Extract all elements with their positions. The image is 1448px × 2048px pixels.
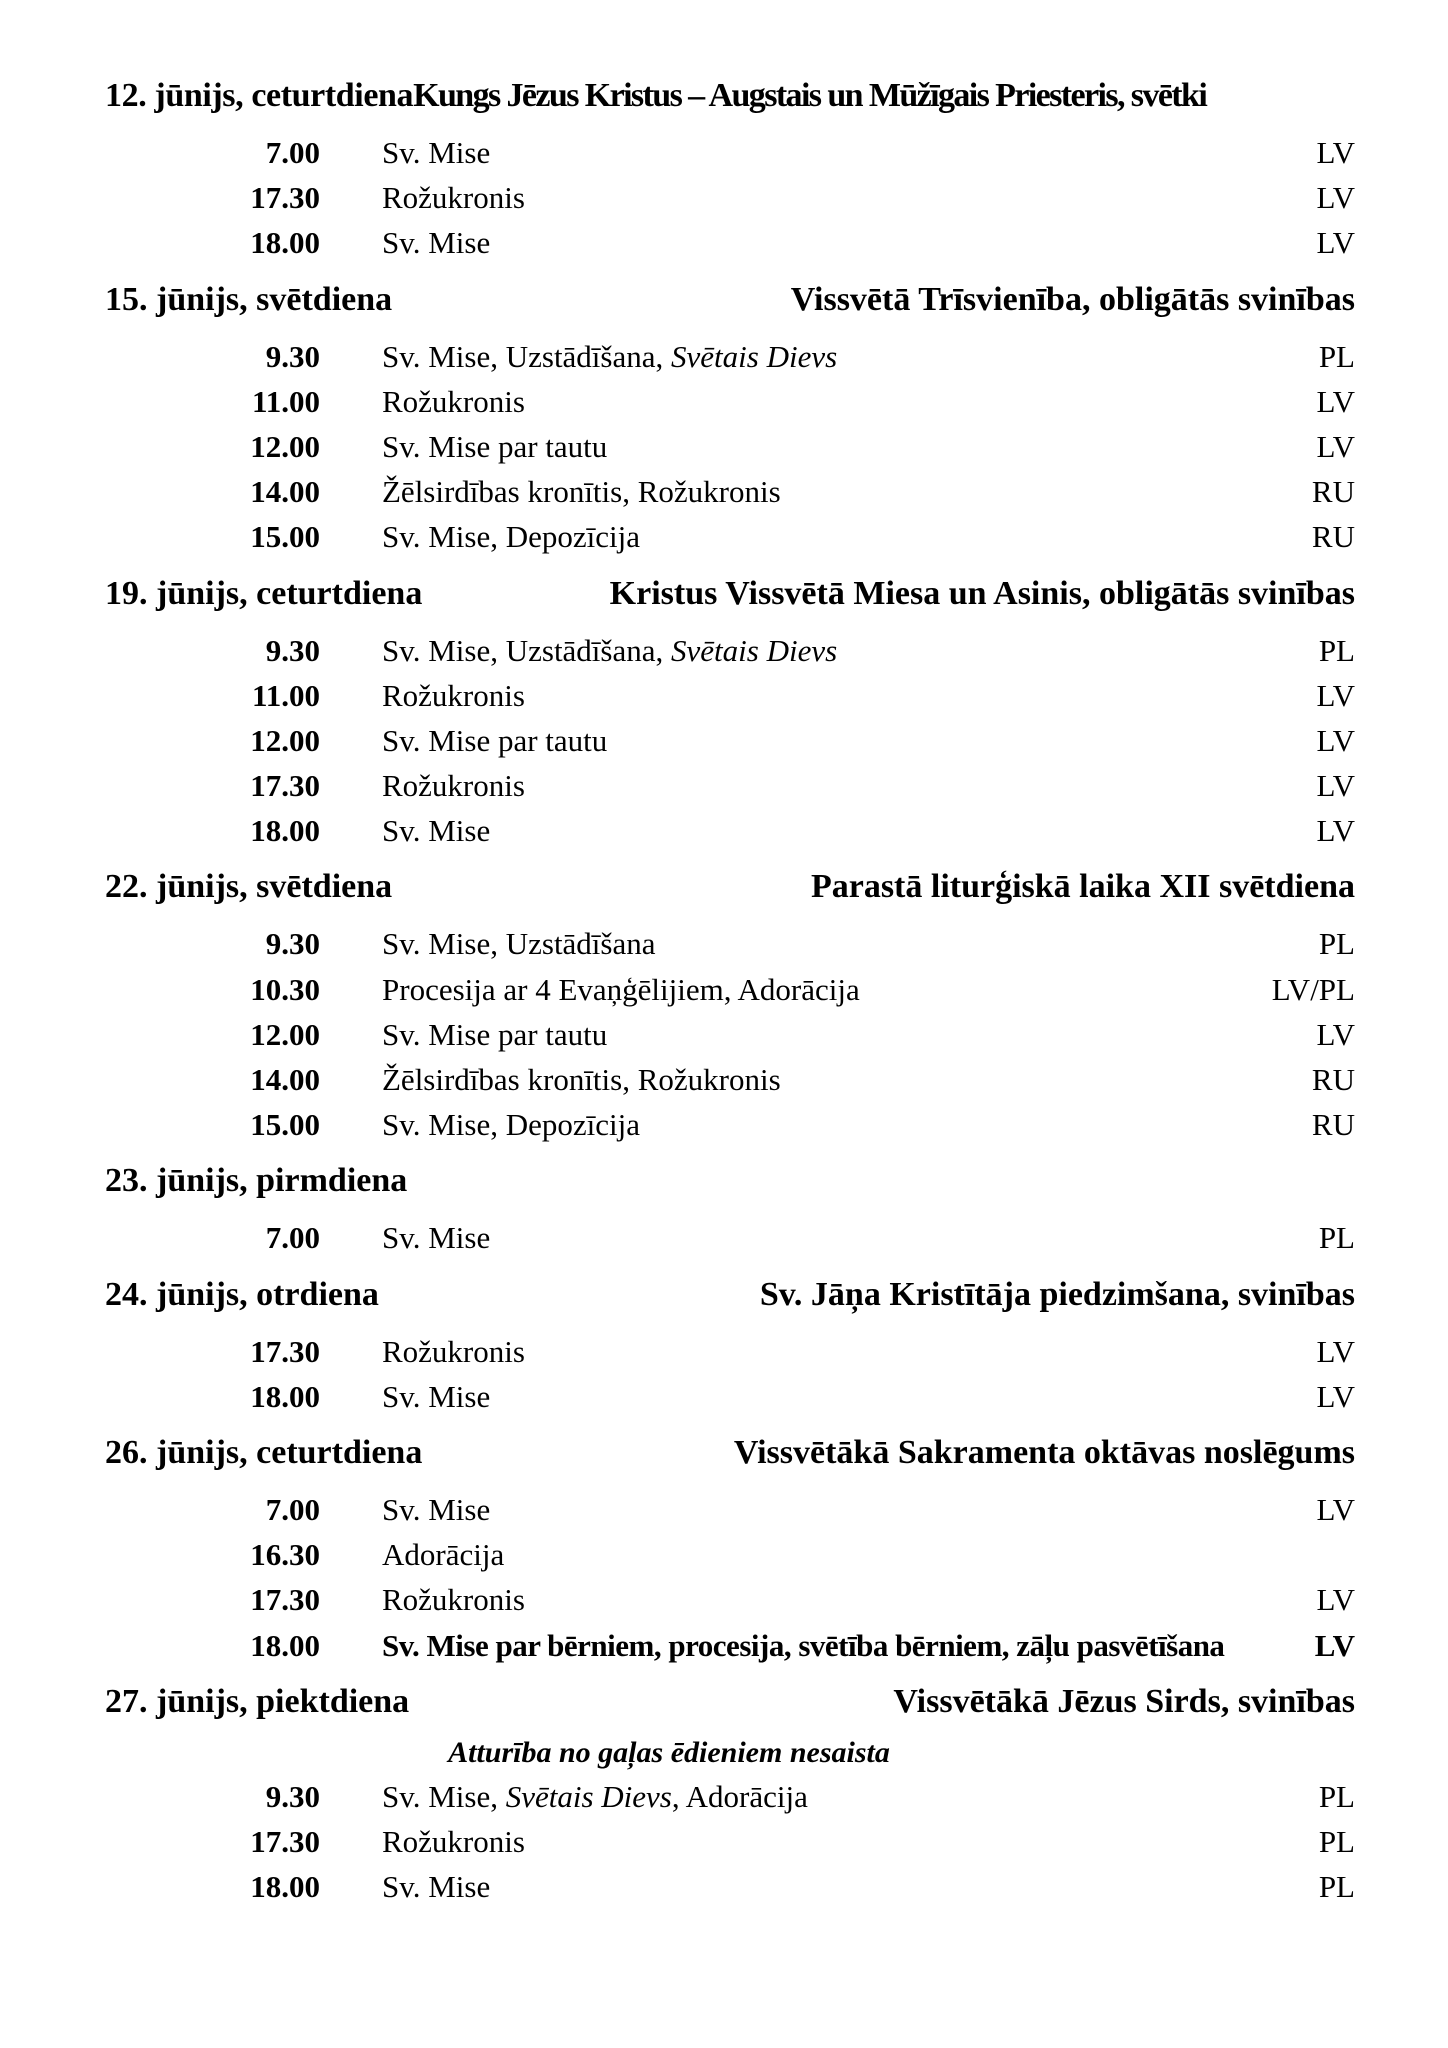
event-time: 18.00 xyxy=(250,813,320,849)
event-row xyxy=(0,628,1448,673)
event-description-text: Sv. Mise, Uzstādīšana, xyxy=(382,338,672,374)
event-time: 12.00 xyxy=(250,1016,320,1052)
day-heading xyxy=(105,1423,1355,1483)
event-row xyxy=(0,967,1448,1012)
event-time: 7.00 xyxy=(265,135,320,170)
feast-title: Vissvētā Trīsvienība, obligātās svinības xyxy=(790,280,1355,318)
event-time: 9.30 xyxy=(265,632,320,668)
event-description-text: Rožukronis xyxy=(382,1582,525,1618)
day-section xyxy=(0,1151,1448,1264)
event-description xyxy=(382,808,490,853)
event-description-text: Sv. Mise xyxy=(382,813,491,849)
event-time: 18.00 xyxy=(250,1378,320,1414)
event-description xyxy=(382,379,525,424)
event-description-text: Rožukronis xyxy=(382,768,525,804)
event-description-text: Sv. Mise, Uzstādīšana xyxy=(382,926,656,962)
event-language: RU xyxy=(1311,519,1355,555)
event-row xyxy=(0,1577,1448,1622)
event-row xyxy=(0,1057,1448,1102)
day-heading xyxy=(105,66,1355,126)
event-language: LV xyxy=(1316,1016,1355,1052)
event-time: 9.30 xyxy=(265,1778,320,1814)
event-description xyxy=(382,628,837,673)
event-description-text: Procesija ar 4 Evaņģēlijiem, Adorācija xyxy=(382,971,860,1007)
day-section xyxy=(0,66,1448,270)
event-language: LV xyxy=(1316,180,1355,216)
day-heading xyxy=(105,1151,1355,1211)
event-description-text: Rožukronis xyxy=(382,677,525,713)
event-row xyxy=(0,1623,1448,1668)
event-language: PL xyxy=(1318,1869,1355,1905)
event-time: 16.30 xyxy=(250,1537,320,1573)
event-description xyxy=(382,763,525,808)
event-description xyxy=(382,469,781,514)
event-row xyxy=(0,718,1448,763)
event-row xyxy=(0,469,1448,514)
event-description xyxy=(382,921,656,966)
feast-title: Sv. Jāņa Kristītāja piedzimšana, svinības xyxy=(759,1275,1355,1313)
event-time: 17.30 xyxy=(250,768,320,804)
day-heading xyxy=(105,1265,1355,1325)
feast-title: Vissvētākā Sakramenta oktāvas noslēgums xyxy=(733,1433,1355,1471)
event-language: LV xyxy=(1316,1491,1355,1527)
event-time: 10.30 xyxy=(250,971,320,1007)
event-language: LV xyxy=(1316,383,1355,419)
event-time: 12.00 xyxy=(250,428,320,464)
event-row xyxy=(0,1012,1448,1057)
event-language: LV xyxy=(1316,813,1355,849)
event-row xyxy=(0,921,1448,966)
event-description-text: Sv. Mise xyxy=(382,1378,491,1414)
event-time: 7.00 xyxy=(265,1220,320,1256)
event-row xyxy=(0,1819,1448,1864)
event-description xyxy=(382,1057,781,1102)
event-time: 9.30 xyxy=(265,926,320,962)
event-time: 14.00 xyxy=(250,1062,320,1097)
event-description xyxy=(382,1623,1224,1668)
event-description xyxy=(382,967,860,1012)
event-description-text: Žēlsirdības kronītis, Rožukronis xyxy=(382,1062,781,1097)
event-language: LV/PL xyxy=(1271,971,1355,1007)
event-language: PL xyxy=(1318,1220,1355,1256)
day-heading xyxy=(105,1672,1355,1732)
event-language: LV xyxy=(1316,135,1355,170)
event-language: LV xyxy=(1316,1333,1355,1369)
event-row xyxy=(0,130,1448,175)
event-description-text: Sv. Mise par tautu xyxy=(382,1016,608,1052)
day-date: 27. jūnijs, piektdiena xyxy=(105,1682,410,1720)
event-row xyxy=(0,808,1448,853)
event-description-text: Sv. Mise xyxy=(382,225,491,261)
event-description xyxy=(382,1215,490,1260)
event-description xyxy=(382,1374,490,1419)
feast-title: Kungs Jēzus Kristus – Augstais un Mūžīgais Priesteris, svētki xyxy=(413,77,1207,114)
feast-title: Parastā liturģiskā laika XII svētdiena xyxy=(810,868,1355,906)
day-date: 12. jūnijs, ceturtdiena xyxy=(105,77,414,114)
event-row xyxy=(0,175,1448,220)
event-description xyxy=(382,1329,525,1374)
day-section xyxy=(0,1265,1448,1423)
event-description xyxy=(382,334,837,379)
event-row xyxy=(0,1487,1448,1532)
event-description xyxy=(382,1102,640,1147)
event-description xyxy=(382,220,490,265)
event-row xyxy=(0,1102,1448,1147)
event-description-text: Adorācija xyxy=(382,1537,505,1573)
event-language: PL xyxy=(1318,632,1355,668)
event-description xyxy=(382,1487,490,1532)
event-language: RU xyxy=(1311,1062,1355,1097)
event-description-italic: Svētais Dievs xyxy=(671,632,838,668)
day-section xyxy=(0,857,1448,1151)
event-description xyxy=(382,175,525,220)
event-time: 15.00 xyxy=(250,1107,320,1143)
event-description-text: Sv. Mise, Depozīcija xyxy=(382,1107,640,1143)
event-row xyxy=(0,1329,1448,1374)
event-description xyxy=(382,514,640,559)
event-language: LV xyxy=(1314,1627,1355,1663)
event-row xyxy=(0,1774,1448,1819)
event-language: LV xyxy=(1316,225,1355,261)
event-row xyxy=(0,379,1448,424)
event-language: PL xyxy=(1318,338,1355,374)
event-row xyxy=(0,220,1448,265)
event-language: PL xyxy=(1318,1823,1355,1859)
event-description xyxy=(382,1774,808,1819)
event-time: 18.00 xyxy=(250,1869,320,1905)
event-description xyxy=(382,673,525,718)
event-language: PL xyxy=(1318,1778,1355,1814)
event-time: 17.30 xyxy=(250,1333,320,1369)
event-description xyxy=(382,130,490,175)
event-language: LV xyxy=(1316,768,1355,804)
feast-title: Kristus Vissvētā Miesa un Asinis, obligātās svinības xyxy=(609,574,1355,612)
event-description-text: Sv. Mise xyxy=(382,1220,491,1256)
day-heading xyxy=(105,564,1355,624)
event-description-text: Žēlsirdības kronītis, Rožukronis xyxy=(382,474,781,510)
event-description-italic: Svētais Dievs xyxy=(505,1778,672,1814)
event-description-text: Sv. Mise par tautu xyxy=(382,428,608,464)
event-description xyxy=(382,1819,525,1864)
event-language: PL xyxy=(1318,926,1355,962)
event-description-text: Sv. Mise xyxy=(382,1491,491,1527)
event-language: LV xyxy=(1316,1378,1355,1414)
event-time: 18.00 xyxy=(250,225,320,261)
spacer xyxy=(0,1909,1448,1913)
event-row xyxy=(0,1864,1448,1909)
event-time: 15.00 xyxy=(250,519,320,555)
day-date: 22. jūnijs, svētdiena xyxy=(105,868,393,906)
event-row xyxy=(0,763,1448,808)
event-description-text: Sv. Mise xyxy=(382,1869,491,1905)
day-date: 23. jūnijs, pirmdiena xyxy=(105,1162,408,1200)
event-time: 14.00 xyxy=(250,474,320,510)
event-description xyxy=(382,1577,525,1622)
event-language: LV xyxy=(1316,1582,1355,1618)
event-language: RU xyxy=(1311,1107,1355,1143)
event-row xyxy=(0,673,1448,718)
event-description-italic: Svētais Dievs xyxy=(671,338,838,374)
event-description xyxy=(382,1532,504,1577)
event-description-text: Sv. Mise, Depozīcija xyxy=(382,519,640,555)
event-description-text: Sv. Mise par bērniem, procesija, svētība bērniem, zāļu pasvētīšana xyxy=(382,1627,1225,1663)
day-section xyxy=(0,1423,1448,1672)
day-date: 26. jūnijs, ceturtdiena xyxy=(105,1433,423,1471)
day-section xyxy=(0,1672,1448,1914)
day-date: 15. jūnijs, svētdiena xyxy=(105,280,393,318)
event-language: LV xyxy=(1316,677,1355,713)
event-description-text: Sv. Mise, Uzstādīšana, xyxy=(382,632,672,668)
event-description-text: Rožukronis xyxy=(382,383,525,419)
event-description-text: Sv. Mise, xyxy=(382,1778,506,1814)
event-description xyxy=(382,718,607,763)
event-time: 7.00 xyxy=(265,1491,320,1527)
event-time: 17.30 xyxy=(250,180,320,216)
event-language: RU xyxy=(1311,474,1355,510)
event-description-text: Sv. Mise par tautu xyxy=(382,722,608,758)
event-time: 11.00 xyxy=(251,383,320,419)
day-date: 19. jūnijs, ceturtdiena xyxy=(105,574,423,612)
event-description-text: Rožukronis xyxy=(382,1333,525,1369)
event-description-text: Rožukronis xyxy=(382,1823,525,1859)
event-time: 17.30 xyxy=(250,1823,320,1859)
event-description-text: Sv. Mise xyxy=(382,135,491,170)
event-description xyxy=(382,1012,607,1057)
day-section xyxy=(0,270,1448,564)
day-section xyxy=(0,564,1448,858)
event-time: 18.00 xyxy=(250,1627,320,1663)
event-time: 11.00 xyxy=(251,677,320,713)
feast-title: Vissvētākā Jēzus Sirds, svinības xyxy=(893,1682,1355,1720)
event-row xyxy=(0,1532,1448,1577)
event-row xyxy=(0,334,1448,379)
event-description-tail: , Adorācija xyxy=(671,1778,808,1814)
fasting-note: Atturība no gaļas ēdieniem nesaista xyxy=(448,1735,890,1769)
event-row xyxy=(0,1215,1448,1260)
event-row xyxy=(0,1374,1448,1419)
day-date: 24. jūnijs, otrdiena xyxy=(105,1275,379,1313)
day-heading xyxy=(105,270,1355,330)
day-heading xyxy=(105,857,1355,917)
event-time: 12.00 xyxy=(250,722,320,758)
event-language: LV xyxy=(1316,722,1355,758)
event-row xyxy=(0,514,1448,559)
event-language: LV xyxy=(1316,428,1355,464)
event-description xyxy=(382,1864,490,1909)
event-time: 9.30 xyxy=(265,338,320,374)
event-description-text: Rožukronis xyxy=(382,180,525,216)
event-description xyxy=(382,424,607,469)
event-time: 17.30 xyxy=(250,1582,320,1618)
event-row xyxy=(0,424,1448,469)
